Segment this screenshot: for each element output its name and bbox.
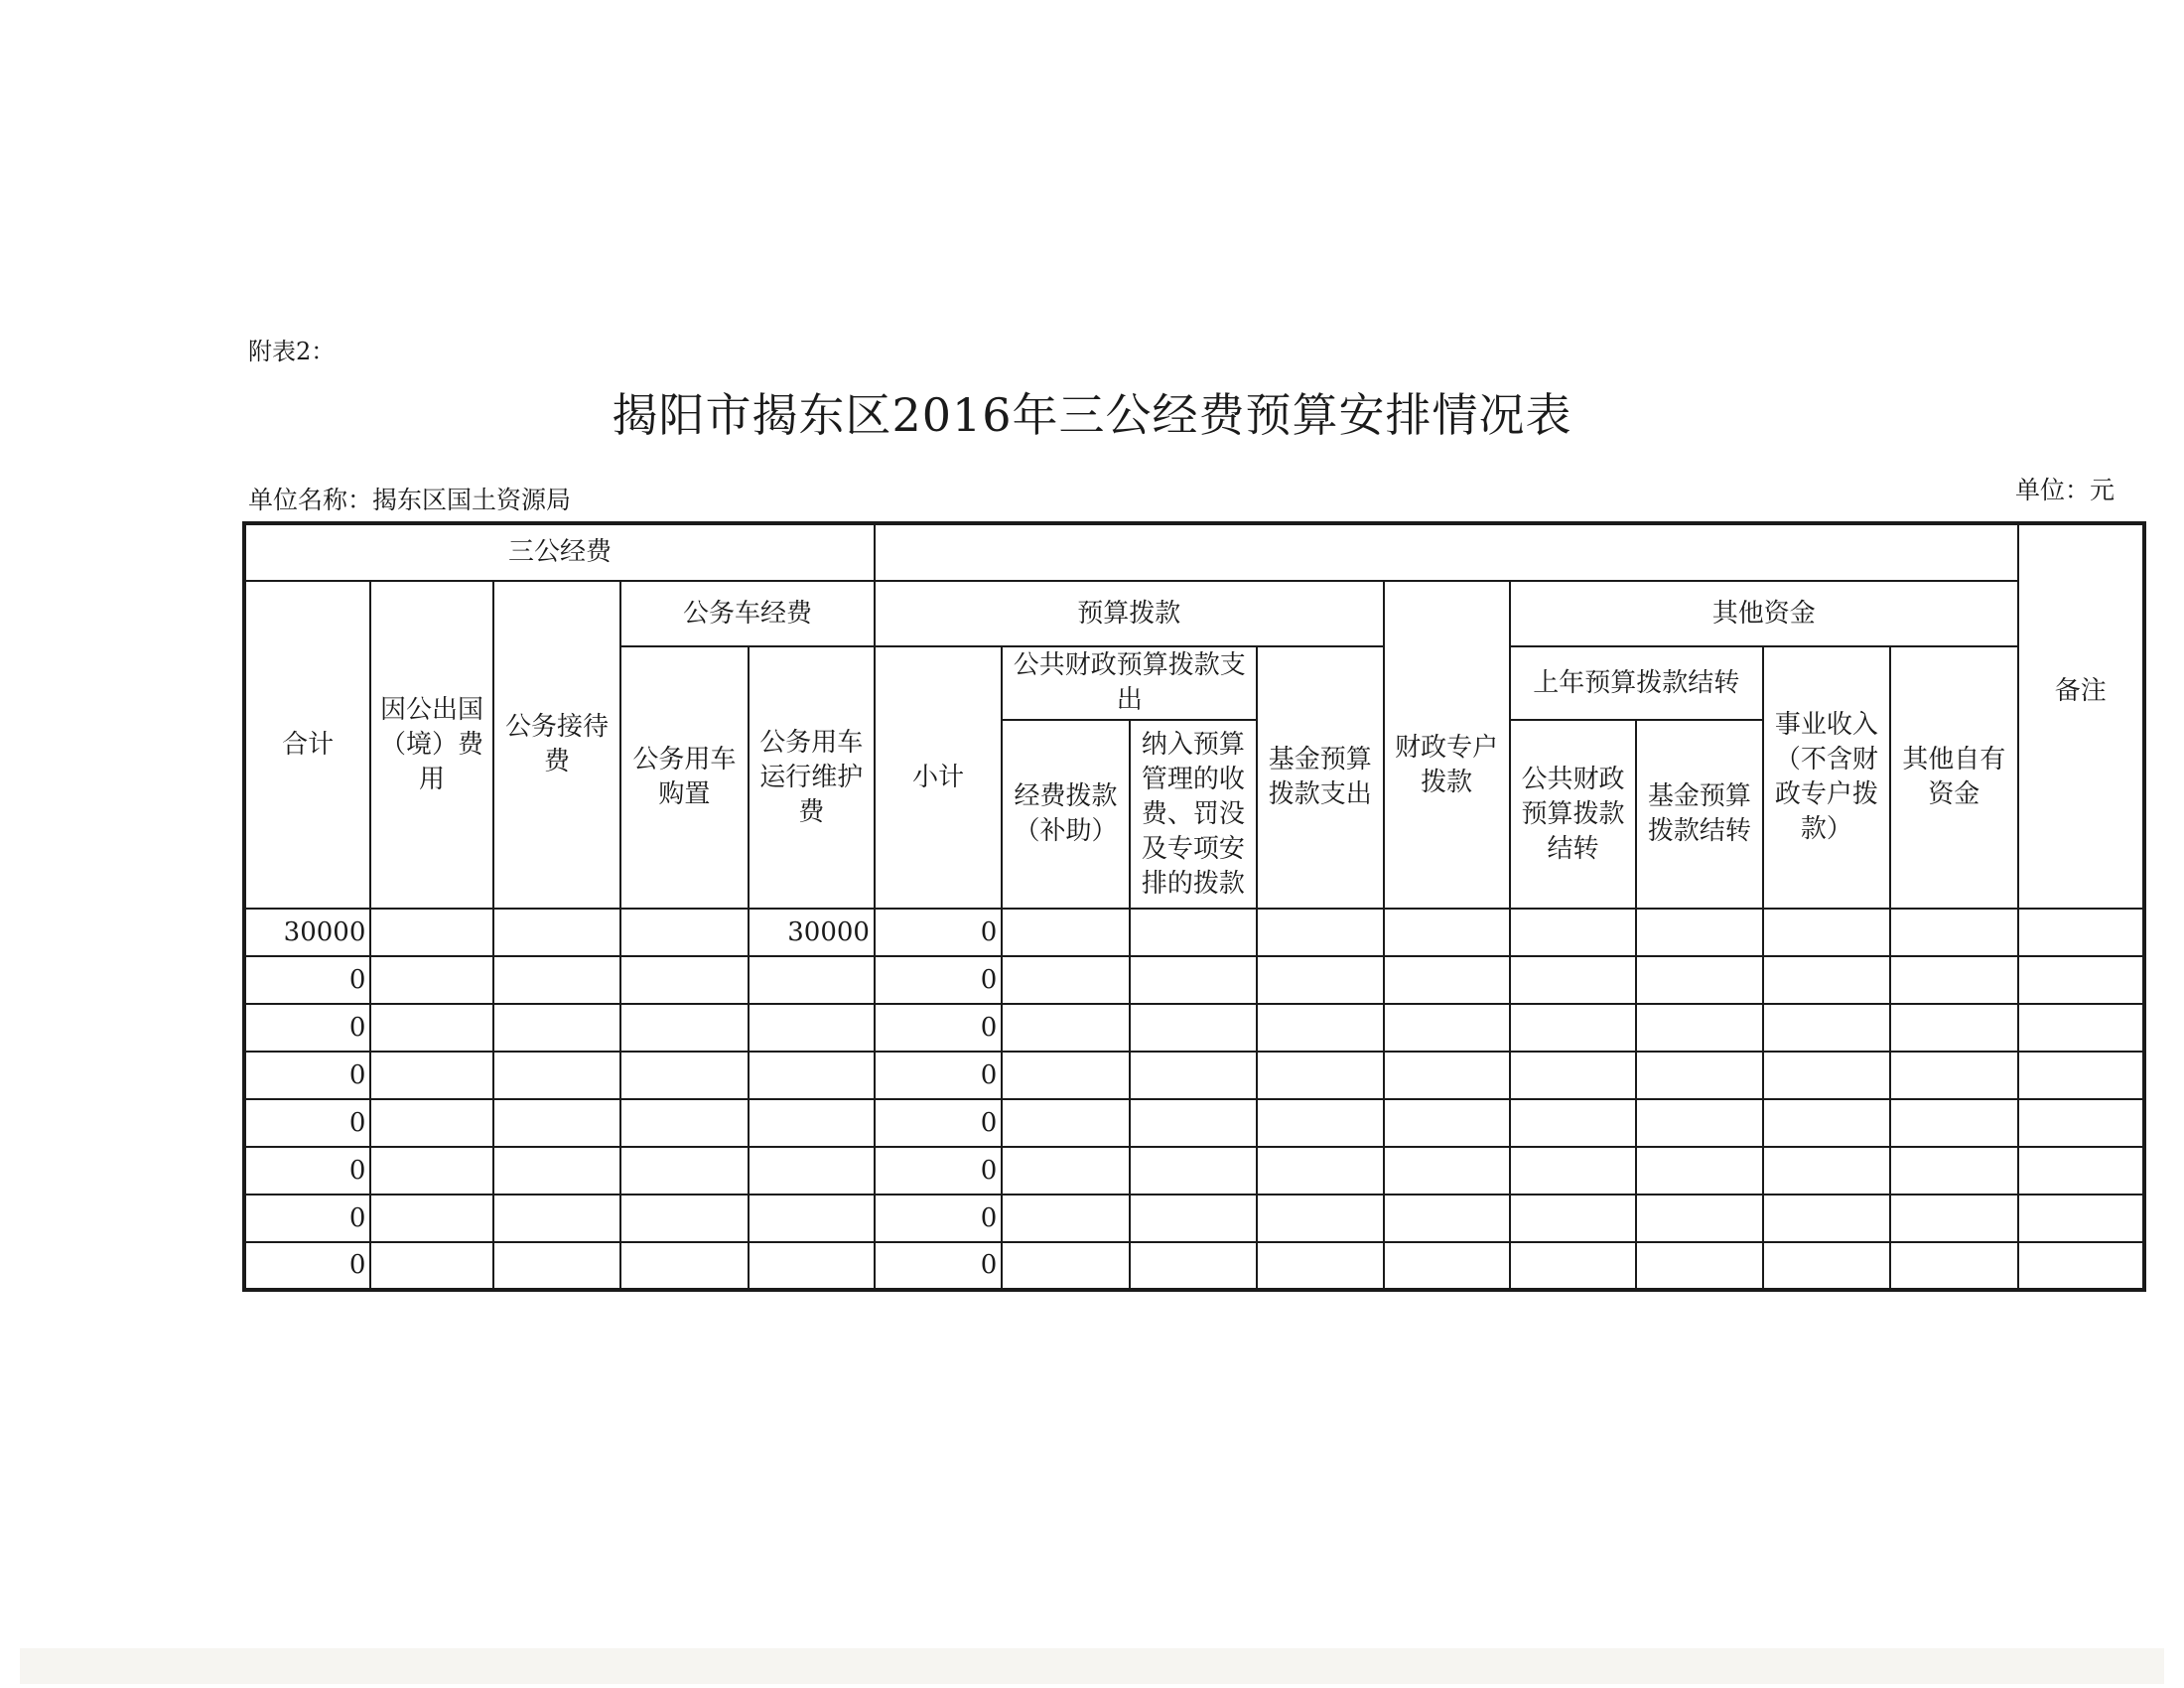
cell-fund-carryover [1636, 1099, 1762, 1147]
cell-remarks [2018, 1195, 2144, 1242]
cell-included-fees [1130, 909, 1257, 956]
table-row [244, 1004, 2144, 1052]
cell-total: 0 [244, 1242, 370, 1290]
cell-car-purchase [620, 1195, 748, 1242]
header-fund-carryover: 基金预算拨款结转 [1636, 720, 1762, 909]
header-public-budget-group: 公共财政预算拨款支出 [1002, 646, 1257, 720]
cell-public-carryover [1510, 956, 1636, 1004]
header-special-fund: 财政专户拨款 [1384, 581, 1510, 909]
cell-car-purchase [620, 1242, 748, 1290]
cell-special-fund [1384, 1242, 1510, 1290]
header-business-income: 事业收入（不含财政专户拨款） [1763, 646, 1890, 909]
header-blank [875, 523, 2018, 581]
table-row [244, 1242, 2144, 1290]
table-row [244, 909, 2144, 956]
cell-business-income [1763, 1147, 1890, 1195]
cell-remarks [2018, 1004, 2144, 1052]
cell-abroad [370, 1242, 492, 1290]
budget-table [242, 521, 2146, 1292]
cell-public-carryover [1510, 1052, 1636, 1099]
cell-business-income [1763, 956, 1890, 1004]
cell-fund-carryover [1636, 1052, 1762, 1099]
header-included-fees: 纳入预算管理的收费、罚没及专项安排的拨款 [1130, 720, 1257, 909]
cell-business-income [1763, 909, 1890, 956]
cell-funding-subsidy [1002, 1052, 1129, 1099]
cell-remarks [2018, 956, 2144, 1004]
cell-fund-carryover [1636, 1242, 1762, 1290]
cell-fund-budget [1257, 1242, 1383, 1290]
cell-included-fees [1130, 1147, 1257, 1195]
cell-business-income [1763, 1195, 1890, 1242]
header-car-purchase: 公务用车购置 [620, 646, 748, 909]
header-car-operation: 公务用车运行维护费 [749, 646, 875, 909]
cell-fund-budget [1257, 1195, 1383, 1242]
cell-fund-carryover [1636, 1195, 1762, 1242]
cell-business-income [1763, 1242, 1890, 1290]
cell-funding-subsidy [1002, 956, 1129, 1004]
cell-other-own [1890, 1099, 2018, 1147]
cell-public-carryover [1510, 1147, 1636, 1195]
cell-funding-subsidy [1002, 1195, 1129, 1242]
cell-total: 0 [244, 1052, 370, 1099]
cell-abroad [370, 909, 492, 956]
cell-other-own [1890, 956, 2018, 1004]
header-funding-subsidy: 经费拨款（补助） [1002, 720, 1129, 909]
cell-other-own [1890, 1004, 2018, 1052]
cell-subtotal: 0 [875, 956, 1002, 1004]
cell-abroad [370, 956, 492, 1004]
cell-total: 0 [244, 1099, 370, 1147]
cell-other-own [1890, 1052, 2018, 1099]
cell-fund-budget [1257, 909, 1383, 956]
cell-car-operation [749, 1052, 875, 1099]
header-car-group: 公务车经费 [620, 581, 875, 646]
cell-car-purchase [620, 1099, 748, 1147]
cell-total: 0 [244, 1004, 370, 1052]
cell-special-fund [1384, 1099, 1510, 1147]
header-other-own: 其他自有资金 [1890, 646, 2018, 909]
unit-name: 单位名称：揭东区国土资源局 [248, 486, 572, 514]
header-remarks: 备注 [2018, 523, 2144, 909]
header-other-group: 其他资金 [1510, 581, 2018, 646]
table-header [244, 523, 2144, 909]
cell-subtotal: 0 [875, 1195, 1002, 1242]
cell-funding-subsidy [1002, 1004, 1129, 1052]
cell-total: 0 [244, 956, 370, 1004]
cell-business-income [1763, 1004, 1890, 1052]
cell-included-fees [1130, 1195, 1257, 1242]
cell-car-operation [749, 1242, 875, 1290]
scan-edge-strip [20, 1648, 2164, 1684]
cell-business-income [1763, 1099, 1890, 1147]
cell-reception [493, 1052, 620, 1099]
table-row [244, 956, 2144, 1004]
cell-abroad [370, 1004, 492, 1052]
cell-special-fund [1384, 1147, 1510, 1195]
cell-reception [493, 909, 620, 956]
cell-public-carryover [1510, 1242, 1636, 1290]
cell-abroad [370, 1195, 492, 1242]
currency-unit: 单位：元 [2015, 476, 2116, 504]
cell-special-fund [1384, 1004, 1510, 1052]
cell-funding-subsidy [1002, 1099, 1129, 1147]
attachment-label: 附表2： [248, 338, 336, 365]
cell-other-own [1890, 909, 2018, 956]
table-row [244, 1052, 2144, 1099]
cell-car-operation [749, 1004, 875, 1052]
table-row [244, 1099, 2144, 1147]
header-abroad: 因公出国（境）费用 [370, 581, 492, 909]
cell-reception [493, 956, 620, 1004]
cell-car-purchase [620, 1004, 748, 1052]
header-sangong: 三公经费 [244, 523, 875, 581]
cell-remarks [2018, 909, 2144, 956]
header-subtotal: 小计 [875, 646, 1002, 909]
cell-car-purchase [620, 909, 748, 956]
cell-abroad [370, 1052, 492, 1099]
header-public-carryover: 公共财政预算拨款结转 [1510, 720, 1636, 909]
cell-funding-subsidy [1002, 909, 1129, 956]
cell-fund-budget [1257, 956, 1383, 1004]
cell-subtotal: 0 [875, 1242, 1002, 1290]
cell-fund-budget [1257, 1052, 1383, 1099]
cell-car-operation: 30000 [749, 909, 875, 956]
cell-reception [493, 1195, 620, 1242]
cell-public-carryover [1510, 1004, 1636, 1052]
header-prior-year-group: 上年预算拨款结转 [1510, 646, 1763, 720]
cell-funding-subsidy [1002, 1147, 1129, 1195]
cell-car-operation [749, 1195, 875, 1242]
cell-subtotal: 0 [875, 1004, 1002, 1052]
cell-other-own [1890, 1147, 2018, 1195]
header-reception: 公务接待费 [493, 581, 620, 909]
cell-fund-carryover [1636, 1147, 1762, 1195]
cell-remarks [2018, 1147, 2144, 1195]
cell-special-fund [1384, 909, 1510, 956]
cell-subtotal: 0 [875, 909, 1002, 956]
cell-abroad [370, 1099, 492, 1147]
cell-funding-subsidy [1002, 1242, 1129, 1290]
table-body [244, 909, 2144, 1290]
cell-included-fees [1130, 1099, 1257, 1147]
cell-car-purchase [620, 1052, 748, 1099]
cell-car-purchase [620, 1147, 748, 1195]
cell-subtotal: 0 [875, 1052, 1002, 1099]
cell-car-operation [749, 1099, 875, 1147]
cell-fund-budget [1257, 1147, 1383, 1195]
cell-special-fund [1384, 1052, 1510, 1099]
cell-fund-carryover [1636, 1004, 1762, 1052]
header-fund-budget: 基金预算拨款支出 [1257, 646, 1383, 909]
cell-remarks [2018, 1242, 2144, 1290]
cell-other-own [1890, 1195, 2018, 1242]
cell-car-operation [749, 1147, 875, 1195]
cell-included-fees [1130, 1004, 1257, 1052]
cell-abroad [370, 1147, 492, 1195]
cell-public-carryover [1510, 1099, 1636, 1147]
cell-other-own [1890, 1242, 2018, 1290]
cell-subtotal: 0 [875, 1099, 1002, 1147]
cell-remarks [2018, 1099, 2144, 1147]
cell-reception [493, 1242, 620, 1290]
cell-car-operation [749, 956, 875, 1004]
cell-included-fees [1130, 1242, 1257, 1290]
cell-reception [493, 1099, 620, 1147]
cell-public-carryover [1510, 909, 1636, 956]
cell-total: 30000 [244, 909, 370, 956]
cell-included-fees [1130, 1052, 1257, 1099]
page-title: 揭阳市揭东区2016年三公经费预算安排情况表 [612, 388, 1572, 442]
cell-fund-carryover [1636, 909, 1762, 956]
cell-remarks [2018, 1052, 2144, 1099]
cell-public-carryover [1510, 1195, 1636, 1242]
cell-reception [493, 1004, 620, 1052]
table-row [244, 1195, 2144, 1242]
table-row [244, 1147, 2144, 1195]
header-budget-group: 预算拨款 [875, 581, 1384, 646]
cell-car-purchase [620, 956, 748, 1004]
cell-fund-carryover [1636, 956, 1762, 1004]
cell-business-income [1763, 1052, 1890, 1099]
cell-included-fees [1130, 956, 1257, 1004]
cell-fund-budget [1257, 1004, 1383, 1052]
cell-subtotal: 0 [875, 1147, 1002, 1195]
cell-fund-budget [1257, 1099, 1383, 1147]
cell-total: 0 [244, 1147, 370, 1195]
header-total: 合计 [244, 581, 370, 909]
cell-special-fund [1384, 956, 1510, 1004]
cell-reception [493, 1147, 620, 1195]
cell-special-fund [1384, 1195, 1510, 1242]
cell-total: 0 [244, 1195, 370, 1242]
